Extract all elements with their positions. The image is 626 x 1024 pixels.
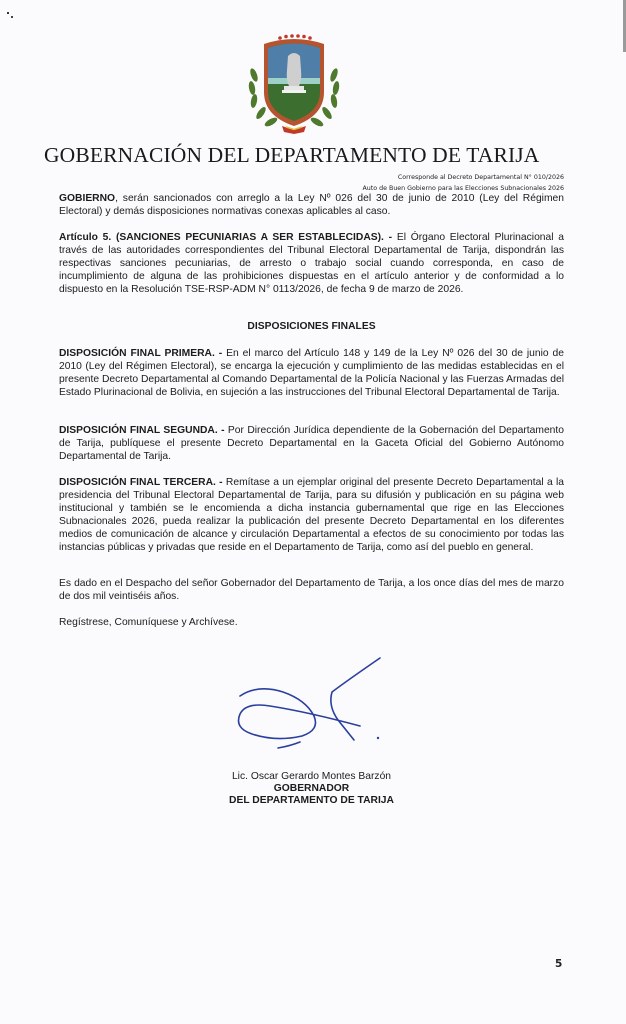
paragraph-lead: Artículo 5. (SANCIONES PECUNIARIAS A SER ESTABLECIDAS). - — [59, 232, 393, 243]
paragraph-register: Regístrese, Comuníquese y Archívese. — [59, 617, 238, 628]
paragraph-text: , serán sancionados con arreglo a la Ley Nº 026 del 30 de junio de 2010 (Ley del Régimen Electoral) y demás disposiciones normativas conexas aplicables al caso. — [59, 193, 564, 218]
paragraph-lead: GOBIERNO — [59, 193, 116, 204]
paragraph-disposicion-segunda — [59, 424, 564, 463]
page-number: 5 — [555, 958, 563, 970]
decree-reference: Corresponde al Decreto Departamental N° 010/2026 — [397, 174, 564, 181]
handwritten-signature-icon — [228, 650, 403, 760]
paragraph-gobierno — [59, 192, 564, 218]
paragraph-lead: DISPOSICIÓN FINAL TERCERA. - — [59, 477, 223, 488]
stars-icon — [278, 34, 312, 40]
paragraph-disposicion-tercera — [59, 476, 564, 555]
paragraph-disposicion-primera — [59, 347, 564, 399]
coat-of-arms-crest-icon — [244, 30, 344, 134]
paragraph-text: Remítase a un ejemplar original del presente Decreto Departamental a la presidencia del Tribunal Electoral Departamental de Tarija, para su difusión y publicación en su página web institucional y también se le encomienda a dicha instancia gubernamental que rige en las Elecciones Subnacionales 2026, pueda realizar la publicación del presente Decreto Departamental en los diferentes medios de comunicación de alcance y circulación Departamental a efectos de su conocimiento por todas las instancias públicas y privadas que reside en el Departamento de Tarija, como así del pueblo en general. — [59, 477, 564, 554]
signer-name: Lic. Oscar Gerardo Montes Barzón — [231, 771, 392, 782]
paragraph-given-at: Es dado en el Despacho del señor Gobernador del Departamento de Tarija, a los once días del mes de marzo de dos mil veintiséis años. — [59, 578, 564, 603]
decree-subtitle: Auto de Buen Gobierno para las Elecciones Subnacionales 2026 — [362, 185, 564, 192]
scan-speck — [7, 12, 9, 14]
signer-department: DEL DEPARTAMENTO DE TARIJA — [229, 795, 394, 806]
paragraph-lead: DISPOSICIÓN FINAL PRIMERA. - — [59, 348, 223, 359]
paragraph-text: Por Dirección Jurídica dependiente de la Gobernación del Departamento de Tarija, publíquese el presente Decreto Departamental en la Gaceta Oficial del Gobierno Autónomo Departamental de Tarija. — [59, 425, 564, 463]
scan-speck — [11, 16, 13, 18]
paragraph-text: El Órgano Electoral Plurinacional a través de las autoridades correspondientes del Tribunal Electoral Departamental de Tarija, dispondrán las respectivas sanciones pecuniarias, de arresto o trabajo social cuando corresponda, en caso de incumplimiento de alguna de las prohibiciones dispuestas en el artículo anterior y de conformidad a lo dispuesto en la Resolución TSE-RSP-ADM N° 0113/2026, de fecha 9 de marzo de 2026. — [59, 232, 564, 296]
document-title: GOBERNACIÓN DEL DEPARTAMENTO DE TARIJA — [44, 143, 540, 167]
paragraph-lead: DISPOSICIÓN FINAL SEGUNDA. - — [59, 425, 225, 436]
paragraph-articulo-5 — [59, 231, 564, 296]
section-heading: DISPOSICIONES FINALES — [247, 321, 376, 332]
signer-title: GOBERNADOR — [273, 783, 350, 794]
paragraph-text: En el marco del Artículo 148 y 149 de la Ley Nº 026 del 30 de junio de 2010 (Ley del Régimen Electoral), se encarga la ejecución y cumplimiento de las medidas establecidas en el presente Decreto Departamental al Comando Departamental de la Policía Nacional y las Fuerzas Armadas del Estado Plurinacional de Bolivia, en sujeción a las instrucciones del Tribunal Electoral Departamental de Tarija. — [59, 348, 564, 399]
